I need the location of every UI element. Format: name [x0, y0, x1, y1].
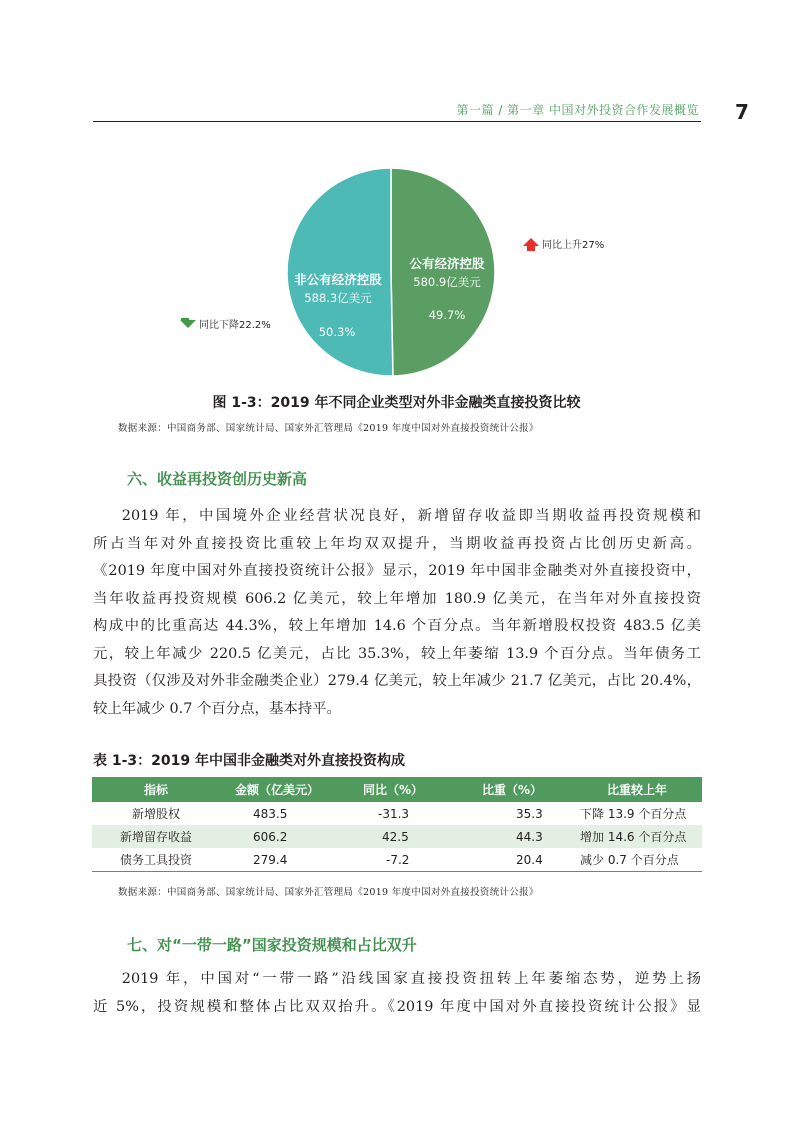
figure-source: 数据来源：中国商务部、国家统计局、国家外汇管理局《2019 年度中国对外直接投资统计公报》: [118, 423, 539, 434]
slice-value-state-owned: 580.9亿美元: [413, 275, 481, 289]
paragraph-line: 2019 年，中国境外企业经营状况良好，新增留存收益即当期收益再投资规模和: [121, 508, 701, 524]
paragraph-line: 《2019 年度中国对外直接投资统计公报》显示，2019 年中国非金融类对外直接投资中，: [93, 563, 701, 579]
investment-composition-table: [92, 777, 702, 872]
table-cell: 483.5: [253, 806, 288, 821]
slice-value-non-state: 588.3亿美元: [304, 291, 372, 305]
column-header: 比重（%）: [452, 777, 572, 802]
slice-label-state-owned: 公有经济控股: [409, 256, 485, 271]
table-cell: 新增股权: [131, 807, 180, 821]
table-cell: -7.2: [334, 848, 452, 872]
paragraph-line: 近 5%，投资规模和整体占比双双抬升。《2019 年度中国对外直接投资统计公报》显: [93, 998, 701, 1015]
section-7-body: [93, 966, 701, 1021]
slice-percent-non-state: 50.3%: [318, 325, 356, 339]
annotation-change-up: 同比上升27%: [542, 240, 605, 251]
table-cell: 606.2: [220, 825, 334, 848]
pie-chart: [0, 0, 793, 400]
table-title: 表 1-3：2019 年中国非金融类对外直接投资构成: [93, 753, 406, 769]
table-cell: 20.4: [452, 848, 572, 872]
table-cell: 下降 13.9 个百分点: [580, 807, 687, 821]
column-header: 同比（%）: [334, 777, 452, 802]
table-row: [92, 825, 702, 848]
column-header: 比重较上年: [572, 777, 702, 802]
table-cell: 44.3: [452, 825, 572, 848]
section-6-body: [93, 503, 701, 723]
header-breadcrumb: 第一篇 / 第一章 中国对外投资合作发展概览: [456, 103, 699, 117]
column-header: 金额（亿美元）: [220, 777, 334, 802]
annotation-change-down: 同比下降22.2%: [199, 320, 271, 331]
column-header: 指标: [92, 777, 220, 802]
paragraph-line: 较上年减少 0.7 个百分点，基本持平。: [93, 700, 341, 717]
table-cell: 新增留存收益: [92, 825, 220, 848]
paragraph-line: 具投资（仅涉及对外非金融类企业）279.4 亿美元，较上年减少 21.7 亿美元，占比 20.4%，: [93, 673, 701, 689]
table-source: 数据来源：中国商务部、国家统计局、国家外汇管理局《2019 年度中国对外直接投资统计公报》: [118, 887, 539, 898]
slice-percent-state-owned: 49.7%: [428, 308, 466, 322]
slice-label-non-state: 非公有经济控股: [294, 272, 382, 287]
figure-caption: 图 1-3：2019 年不同企业类型对外非金融类直接投资比较: [212, 395, 581, 411]
table-cell: 减少 0.7 个百分点: [572, 848, 702, 872]
arrow-up-icon: [523, 238, 539, 251]
table-header-row: [92, 777, 702, 802]
table-row: [92, 802, 702, 825]
paragraph-line: 元，较上年减少 220.5 亿美元，占比 35.3%，较上年萎缩 13.9 个百分点。当年债务工: [93, 645, 701, 662]
paragraph-line: 2019 年，中国对“一带一路”沿线国家直接投资扭转上年萎缩态势，逆势上扬: [121, 971, 701, 987]
table-row: [92, 848, 702, 872]
paragraph-line: 所占当年对外直接投资比重较上年均双双提升，当期收益再投资占比创历史新高。: [93, 535, 701, 552]
paragraph-line: 构成中的比重高达 44.3%，较上年增加 14.6 个百分点。当年新增股权投资 483.5 亿美: [93, 618, 701, 634]
page-number: 7: [735, 100, 749, 124]
table-cell: 279.4: [220, 848, 334, 872]
paragraph-line: 当年收益再投资规模 606.2 亿美元，较上年增加 180.9 亿美元，在当年对外直接投资: [93, 590, 701, 607]
arrow-down-icon: [180, 318, 196, 328]
table-cell: -31.3: [378, 806, 410, 821]
section-7-title: 七、对“一带一路”国家投资规模和占比双升: [127, 936, 417, 954]
table-cell: 增加 14.6 个百分点: [572, 825, 702, 848]
table-cell: 35.3: [516, 806, 543, 821]
table-cell: 债务工具投资: [92, 848, 220, 872]
table-cell: 42.5: [334, 825, 452, 848]
section-6-title: 六、收益再投资创历史新高: [127, 470, 308, 488]
pie-slice-state-owned: [391, 168, 495, 376]
